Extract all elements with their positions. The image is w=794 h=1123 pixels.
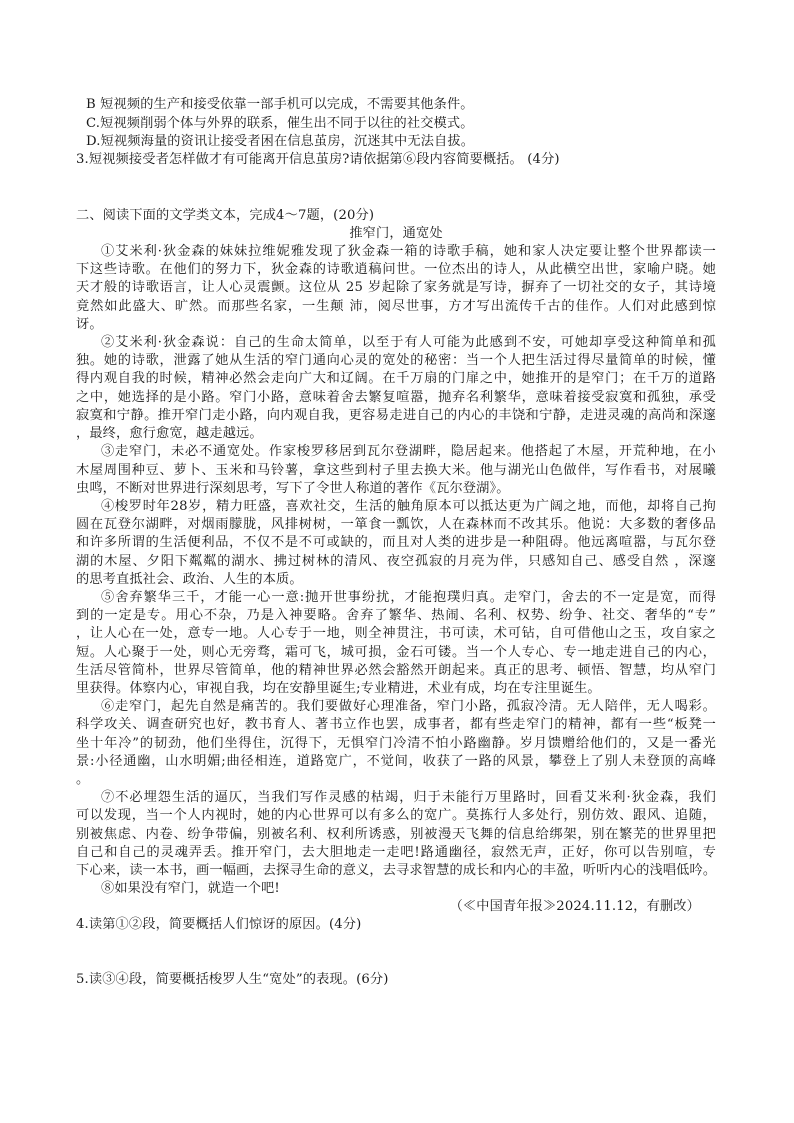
para-line: 到的一定是专。用心不杂，乃是入神要略。舍弃了繁华、热闹、名利、权势、纷争、社交、奢华的“专” (76, 608, 716, 623)
para-line: 里获得。体察内心，审视自我，均在安静里诞生;专业精进，术业有成，均在专注里诞生。 (76, 681, 601, 696)
question-5: 5.读③④段，简要概括梭罗人生“宽处”的表现。(6分) (76, 972, 389, 987)
para-line: 下心来，读一本书，画一幅画，去探寻生命的意义，去寻求智慧的成长和内心的丰盈，听听内心的浅唱低吟。 (76, 863, 717, 878)
para-line: 生活尽管简朴，世界尽管简单，他的精神世界必然会豁然开朗起来。真正的思考、顿悟、智慧，均从窄门 (76, 663, 716, 678)
para-line: 坐十年冷”的韧劲，他们坐得住，沉得下，无惧窄门冷清不怕小路幽静。岁月馈赠给他们的，又是一番光 (76, 736, 716, 751)
para-line: 木屋周围种豆、萝卜、玉米和马铃薯，拿这些到村子里去换大米。他与湖光山色做伴，写作看书，对展曦 (76, 463, 716, 478)
para-line: 得内观自我的时候，精神必然会走向广大和辽阔。在千万扇的门扉之中，她推开的是窄门；在千万的道路 (76, 371, 716, 386)
para-line: 独。她的诗歌，泄露了她从生活的窄门通向心灵的宽处的秘密：当一个人把生活过得尽量简单的时候，懂 (76, 353, 716, 368)
source-citation: （≪中国青年报≫2024.11.12，有删改） (449, 899, 700, 914)
para-line: 别被焦虑、内卷、纷争带偏，别被名利、权利所诱惑，别被漫天飞舞的信息给绑架，别在繁芜的世界里把 (76, 827, 716, 842)
para-line: 的思考直抵社会、政治、人生的本质。 (76, 572, 303, 587)
para-line: ，让人心在一处，意专一地。人心专于一地，则全神贯注，书可读，术可钻，自可借他山之玉，攻自家之 (76, 626, 716, 641)
option-b: B 短视频的生产和接受依靠一部手机可以完成，不需要其他条件。 (86, 97, 474, 112)
para-line: ⑧如果没有窄门，就造一个吧! (101, 881, 280, 896)
para-line: ①艾米利·狄金森的妹妹拉维妮雅发现了狄金森一箱的诗歌手稿，她和家人决定要让整个世界都读一 (101, 244, 716, 259)
para-line: 和许多所谓的生活便利品，不仅不是不可或缺的，而且对人类的进步是一种阻碍。他远离喧嚣，与瓦尔登 (76, 535, 716, 550)
para-line: 虫鸣，不断对世界进行深刻思考，写下了令世人称道的著作《瓦尔登湖》。 (76, 481, 510, 496)
para-line: ⑤舍弃繁华三千，才能一心一意:抛开世事纷扰，才能抱璞归真。走窄门，舍去的不一定是宽，而得 (101, 590, 716, 605)
section-heading: 二、阅读下面的文学类文本，完成4～7题，(20分) (76, 208, 375, 223)
para-line: ⑦不必埋怨生活的逼仄，当我们写作灵感的枯竭，归于未能行万里路时，回看艾米利·狄金森，我们 (101, 790, 716, 805)
para-line: ⑥走窄门，起先自然是痛苦的。我们要做好心理准备，窄门小路，孤寂冷清。无人陪伴，无人喝彩。 (101, 699, 716, 714)
para-line: 竟然如此盛大、旷然。而那些名家，一生颠 沛，阅尽世事，方才写出流传千古的佳作。人们对此感到惊 (76, 299, 716, 314)
para-line: ，最终，愈行愈宽，越走越远。 (76, 426, 263, 441)
para-line: 湖的木屋、夕阳下粼粼的湖水、拂过树林的清风、夜空孤寂的月亮为伴，只感知自己、感受自然 ，深邃 (76, 554, 716, 569)
question-3: 3.短视频接受者怎样做才有可能离开信息茧房?请依据第⑥段内容简要概括。 (4分) (76, 152, 560, 167)
para-line: 自己和自己的灵魂弄丢。推开窄门，去大胆地走一走吧!路通幽径，寂然无声，正好，你可以告别喧，专 (76, 845, 716, 860)
para-line: 可以发现，当一个人内视时，她的内心世界可以有多么的宽广。莫拣行人多处行，别仿效、跟风、追随， (76, 808, 716, 823)
para-line: 圆在瓦登尔湖畔，对烟雨朦胧，风排树树，一箪食一瓢饮，人在森林而不改其乐。他说：大多数的奢侈品 (76, 517, 716, 532)
para-line: ④梭罗时年28岁，精力旺盛，喜欢社交，生活的触角原本可以抵达更为广阔之地，而他，却将自己拘 (101, 499, 716, 514)
para-line: 寂寞和宁静。推开窄门走小路，向内观自我，更容易走进自己的内心的丰饶和宁静，走进灵魂的高尚和深邃 (76, 408, 716, 423)
option-c: C.短视频削弱个体与外界的联系，催生出不同于以往的社交模式。 (86, 116, 474, 131)
para-line: ②艾米利·狄金森说：自己的生命太简单，以至于有人可能为此感到不安，可她却享受这种简单和孤 (101, 335, 716, 350)
para-line: 天才般的诗歌语言，让人心灵震颤。这位从 25 岁起除了家务就是写诗，摒弃了一切社交的女子，其诗境 (76, 280, 716, 295)
article-title: 推窄门，通宽处 (349, 226, 443, 241)
para-line: 讶。 (76, 317, 103, 332)
para-line: 下这些诗歌。在他们的努力下，狄金森的诗歌逍稿问世。一位杰出的诗人，从此横空出世，家喻户晓。她 (76, 262, 716, 277)
option-d: D.短视频海量的资讯让接受者困在信息茧房，沉迷其中无法自拔。 (86, 134, 475, 149)
para-line: 。 (76, 772, 90, 787)
para-line: 短。人心聚于一处，则心无旁骛，霜可飞，城可损，金石可镂。当一个人专心、专一地走进自己的内心， (76, 645, 716, 660)
question-4: 4.读第①②段，简要概括人们惊讶的原因。(4分) (76, 917, 362, 932)
para-line: 景:小径通幽，山水明媚;曲径相连，道路宽广，不觉间，收获了一路的风景，攀登上了别人未登顶的高峰 (76, 754, 716, 769)
para-line: ③走窄门，未必不通宽处。作家梭罗移居到瓦尔登湖畔，隐居起来。他搭起了木屋，开荒种地，在小 (101, 444, 716, 459)
para-line: 之中，她选择的是小路。窄门小路，意味着舍去繁复喧嚣，抛弃名利繁华，意味着接受寂寞和孤独，承受 (76, 390, 716, 405)
para-line: 科学攻关、调查研究也好，教书育人、著书立作也罢，成事者，都有些走窄门的精神，都有一些“板凳一 (76, 717, 716, 732)
